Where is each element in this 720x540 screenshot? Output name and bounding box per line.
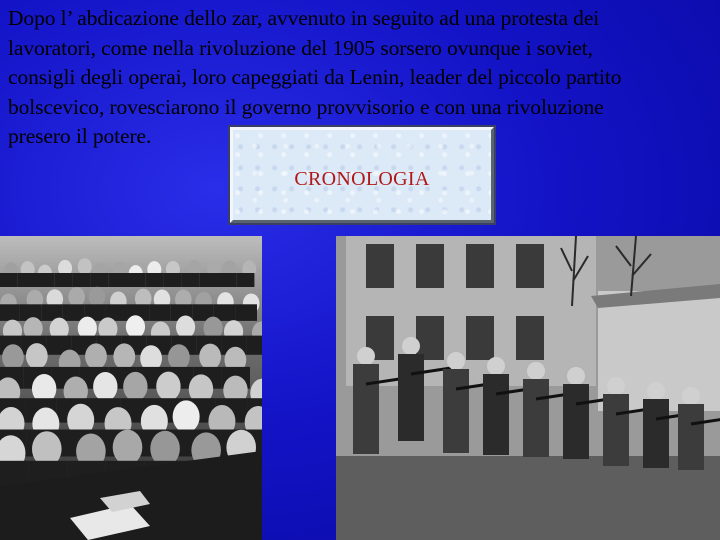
paragraph-line-5: presero il potere. [8,124,152,148]
paragraph-line-1: Dopo l’ abdicazione dello zar, avvenuto in seguito ad una protesta dei [8,6,600,30]
paragraph-line-2: lavoratori, come nella rivoluzione del 1905 sorsero ovunque i soviet, [8,35,593,60]
cronologia-button[interactable] [230,127,494,223]
paragraph-line-3: consigli degli operai, loro capeggiati da Lenin, leader del piccolo partito [8,65,622,89]
crowd-assembly-photo [0,236,262,540]
armed-workers-photo [336,236,720,540]
paragraph-line-4: bolscevico, rovesciarono il governo provvisorio e con una rivoluzione [8,94,604,119]
cronologia-button-label: CRONOLOGIA [294,168,430,190]
